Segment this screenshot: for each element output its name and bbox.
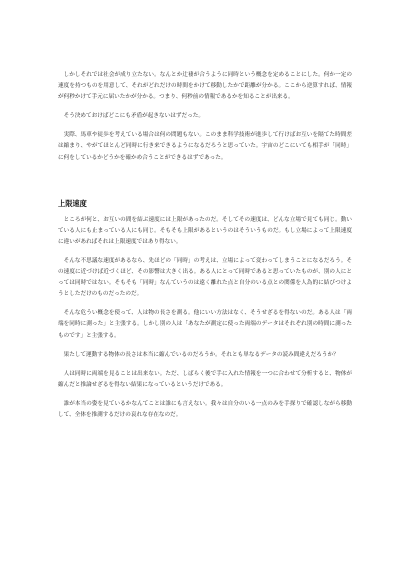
body-paragraph: そんな危うい概念を使って、人は物の長さを測る。他にいい方法はなく、そうせざるを得ないのだ。ある人は「両端を同時に測った」と主張する。しかし別の人は「あなたが測定に使った両端のデータはそれぞれ別の時間に測ったものです」と主張する。 xyxy=(58,310,352,339)
body-paragraph: 実際、馬車や徒歩を考えている場合は何の問題もない。このまま科学技術が進歩して行けばお互いを隔てた時間差は縮まり、やがてほとんど同時に行き来できるようになるだろうと思っていた。宇宙のどこにいても相手が「同時」に何をしているかどうかを確かめ合うことができるはずであった。 xyxy=(58,132,352,161)
paragraph-gap xyxy=(58,103,352,111)
body-paragraph: そう決めておけばどこにも矛盾が起きないはずだった。 xyxy=(63,113,204,120)
body-paragraph: しかしそれでは社会が成り立たない。なんとか辻褄が合うように同時という概念を定めることにした。何か一定の速度を持つものを用意して、それがどれだけの時間をかけて移動したかで距離が分かる。ここから逆算すれば、情報が何秒かけて手元に届いたかが分かる。つまり、何秒前の情報であるかを知ることが出来る。 xyxy=(58,72,352,101)
paragraph-gap xyxy=(58,391,352,399)
paragraph-gap xyxy=(58,342,352,350)
section-gap xyxy=(58,164,352,198)
paragraph-gap xyxy=(58,248,352,256)
section-heading: 上限速度 xyxy=(58,198,87,208)
body-paragraph: ところが何と、お互いの間を結ぶ速度には上限があったのだ。そしてその速度は、どんな立場で見ても同じ。動いている人にも止まっている人にも同じ。そもそも上限があるというのはそういうものだ。もし立場によって上限速度に違いがあればそれは上限速度ではあり得ない。 xyxy=(58,216,352,245)
paragraph-gap xyxy=(58,300,352,308)
paragraph-gap xyxy=(58,122,352,130)
body-paragraph: 人は同時に両端を見ることは出来ない。ただ、しばらく後で手に入れた情報を一つに合わせて分析すると、物体が縮んだと推論せざるを得ない結果になっているというだけである。 xyxy=(58,370,352,388)
body-paragraph: 誰が本当の姿を見ているかなんてことは誰にも言えない。我々は自分のいる一点のみを手探りで確認しながら移動して、全体を推測するだけの哀れな存在なのだ。 xyxy=(58,400,352,418)
paragraph-gap xyxy=(58,361,352,369)
body-paragraph: 果たして運動する物体の長さは本当に縮んでいるのだろうか。それとも単なるデータの読み間違えだろうか？ xyxy=(63,351,339,358)
body-paragraph: そんな不思議な速度があるなら、先ほどの「同時」の考えは、立場によって変わってしまうことになるだろう。その速度に近づけば近づくほど、その影響は大きく出る。ある人にとって同時であると思っていたものが、別の人にとっては同時ではない。そもそも「同時」なんていうのは遠く離れた点と自分のいる点との関係を人為的に結びつけようとしただけのものだったのだ。 xyxy=(58,257,352,298)
